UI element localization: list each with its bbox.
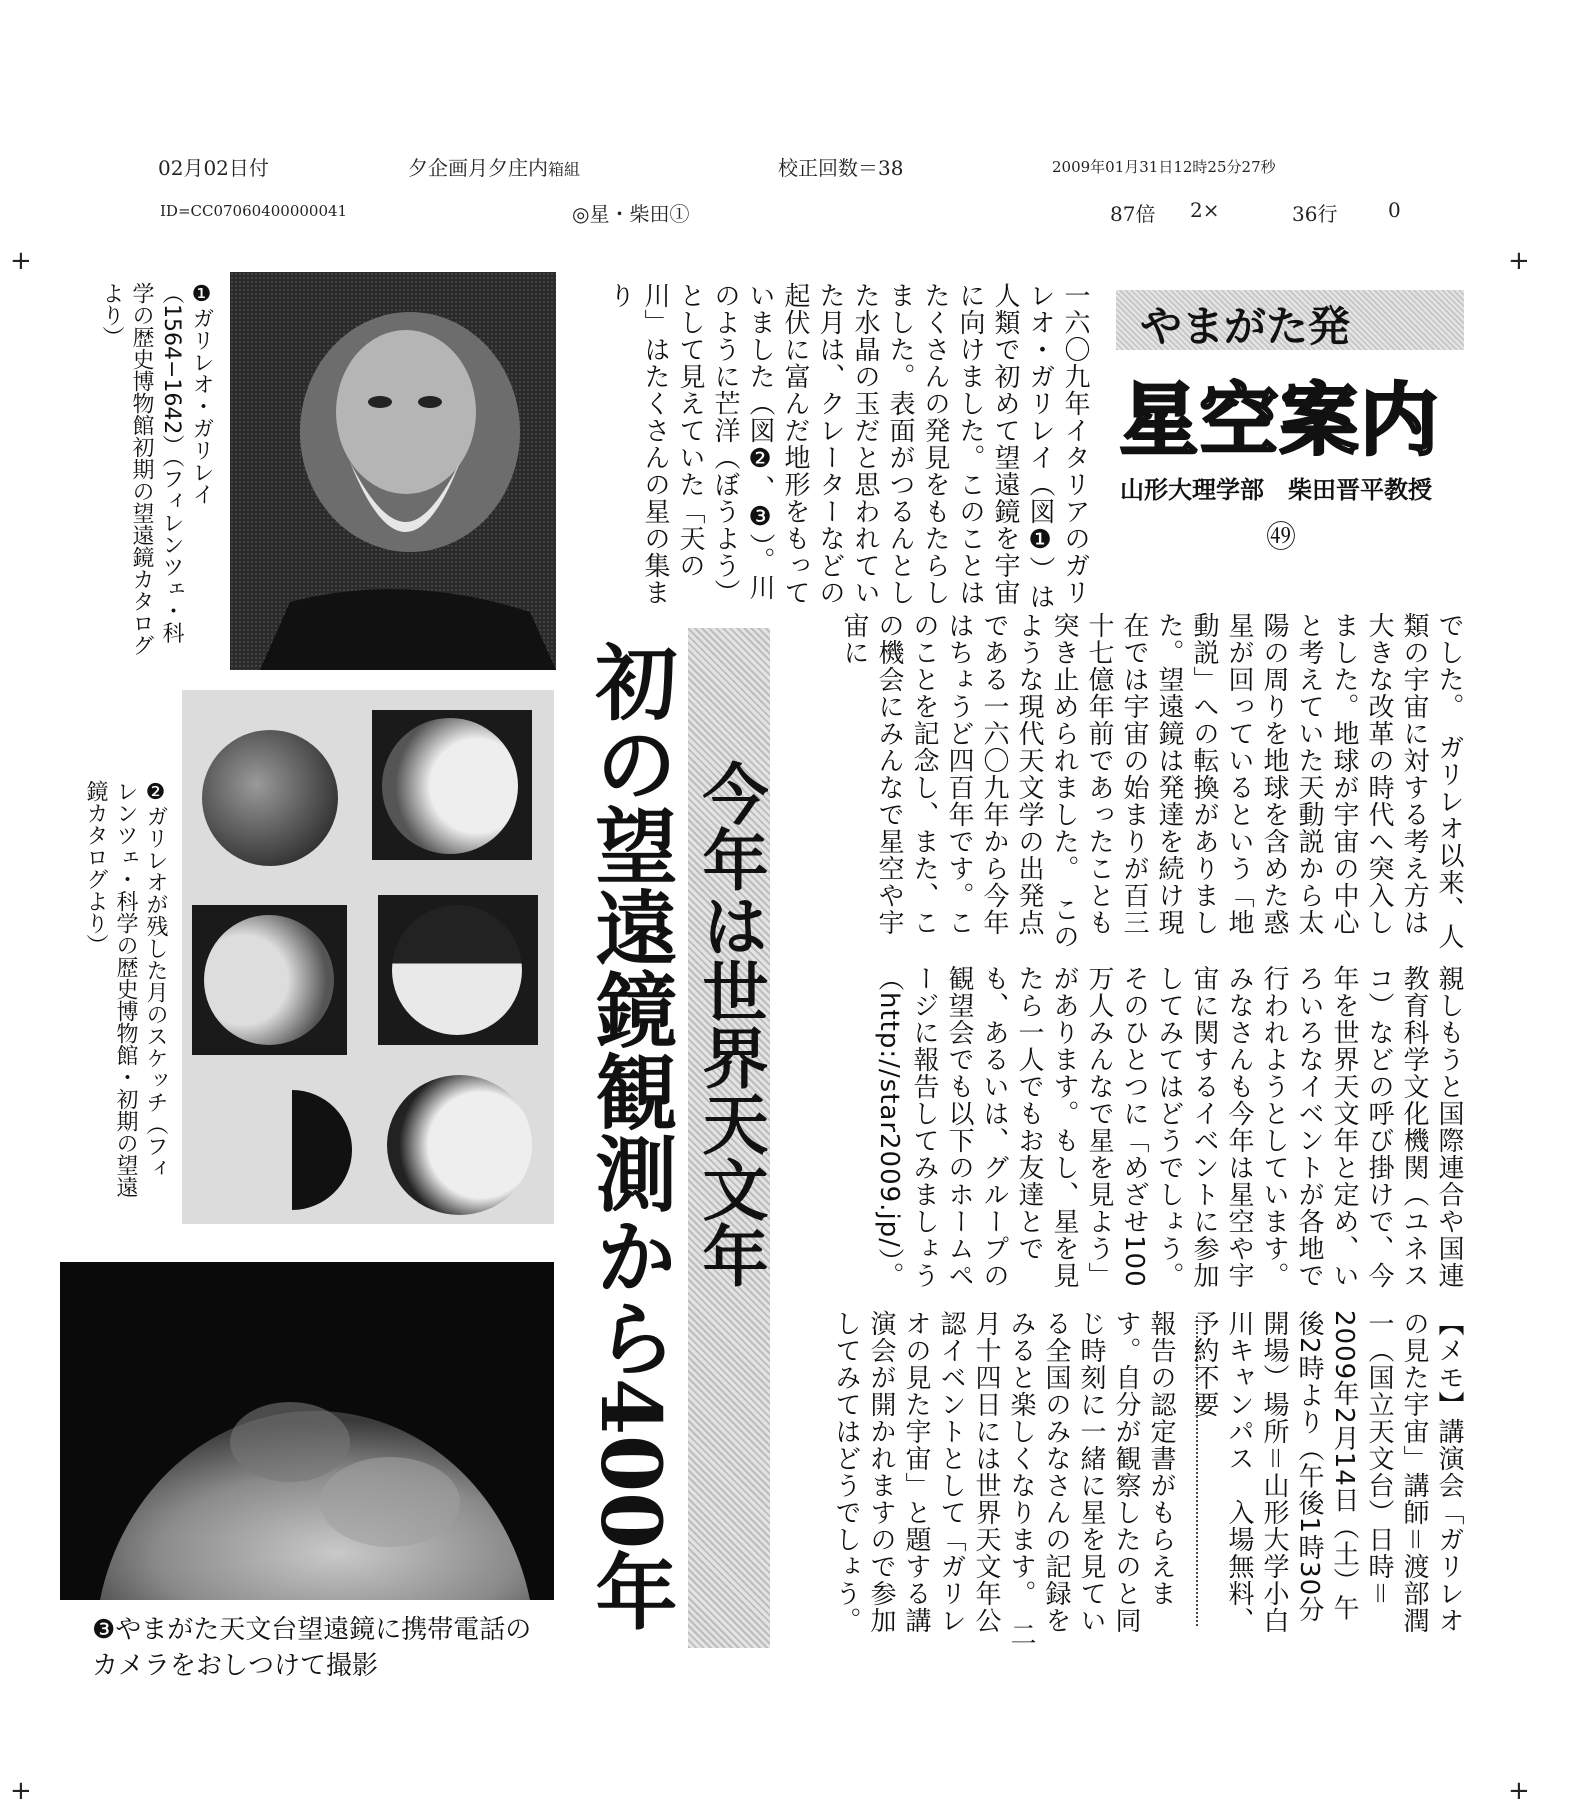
moon-sketch-6 — [387, 1075, 532, 1215]
series-box — [1108, 282, 1468, 554]
caption-galileo: ❶ガリレオ・ガリレイ（1564−1642）（フィレンツェ・科学の歴史博物館初期の望遠鏡カタログより） — [99, 282, 214, 656]
header-edition — [408, 152, 580, 181]
series-kicker: やまがた発 — [1140, 302, 1351, 351]
series-number: ㊾ — [1266, 520, 1296, 555]
moon-photo-image — [60, 1262, 554, 1600]
header-columns: 2× — [1190, 198, 1220, 222]
header-timestamp: 2009年01月31日12時25分27秒 — [1052, 158, 1276, 176]
crop-mark-top-left: + — [10, 246, 32, 276]
header-id: ID=CC07060400000041 — [160, 202, 348, 220]
caption-moon-sketch: ❷ガリレオが残した月のスケッチ（フィレンツェ・科学の歴史博物館・初期の望遠鏡カタログより） — [83, 780, 168, 1198]
moon-sketch-3 — [192, 905, 347, 1055]
edition-suffix: 箱組 — [548, 160, 581, 179]
article-middle-body: でした。 ガリレオ以来、人類の宇宙に対する考え方は大きな改革の時代へ突入しました。地球が宇宙の中心と考えていた天動説から太陽の周りを地球を含めた惑星が回っているという「地動説」への転換がありました。望遠鏡は発達を続け現在では宇宙の始まりが百三十七億年前であったことも突き止められました。 このような現代天文学の出発点である一六〇九年から今年はちょうど四百年です。このことを記念し、また、この機会にみんなで星空や宇宙に — [839, 612, 1464, 950]
portrait-illustration — [230, 272, 556, 670]
caption-moon-photo: ❸やまがた天文台望遠鏡に携帯電話のカメラをおしつけて撮影 — [92, 1615, 532, 1681]
article-middle-body-2: 親しもうと国際連合や国連教育科学文化機関（ユネスコ）などの呼び掛けで、今年を世界天文年と定め、いろいろなイベントが各地で行われようとしています。みなさんも今年は星空や宇宙に関するイベントに参加してみてはどうでしょう。 そのひとつに「めざせ100万人みんなで星を見よう」があります。もし、星を見たら一人でもお友達とでも、あるいは、グループの観望会でも以下のホームページに報告してみましょう（http://star2009.jp/）。 — [874, 965, 1464, 1303]
moon-sketches — [182, 690, 554, 1224]
moon-sketch-2 — [372, 710, 532, 860]
moon-sketch-4 — [378, 895, 538, 1045]
memo-box: 【メモ】講演会「ガリレオの見た宇宙」講師＝渡部潤一（国立天文台）日時＝2009年2月14日（土）午後2時より（午後1時30分開場）場所＝山形大学小白川キャンパス 入場無料、予約不要 — [1189, 1310, 1464, 1635]
header-zero: 0 — [1388, 198, 1401, 222]
series-name: 星空案内 — [1120, 376, 1441, 466]
crop-mark-bottom-right: + — [1508, 1776, 1530, 1806]
header-lines: 36行 — [1292, 202, 1338, 226]
headline-main: 初の望遠鏡観測から400年 — [582, 640, 678, 1632]
article-upper-body: 一六〇九年イタリアのガリレオ・ガリレイ（図❶）は人類で初めて望遠鏡を宇宙に向けました。このことはたくさんの発見をもたらしました。表面がつるんとした水晶の玉だと思われていた月は、クレーターなどの起伏に富んだ地形をもっていました（図❷、❸）。川のように芒洋（ぼうよう）として見えていた「天の川」はたくさんの星の集まり — [605, 282, 1090, 610]
header-date: 02月02日付 — [158, 156, 269, 180]
headline-sub: 今年は世界天文年 — [691, 760, 769, 1288]
header-scale: 87倍 — [1110, 202, 1156, 226]
moon-sketch-1 — [202, 730, 338, 866]
crop-mark-bottom-left: + — [10, 1776, 32, 1806]
header-proof: 校正回数＝38 — [778, 156, 904, 180]
article-lower-body: 報告の認定書がもらえます。自分が観察したのと同じ時刻に一緒に星を見ている全国のみなさんの記録をみると楽しくなります。 二月十四日には世界天文年公認イベントとして「ガリレオの見た宇宙」と題する講演会が開かれますので参加してみてはどうでしょう。 — [831, 1310, 1176, 1648]
series-author: 山形大理学部 柴田晋平教授 — [1120, 476, 1432, 504]
crop-mark-top-right: + — [1508, 246, 1530, 276]
moon-sketch-5 — [232, 1090, 352, 1210]
galileo-portrait — [230, 272, 556, 670]
header-page-label: ◎星・柴田① — [572, 202, 690, 226]
moon-photo — [60, 1262, 554, 1600]
edition-label: 夕企画月夕庄内 — [408, 156, 548, 180]
